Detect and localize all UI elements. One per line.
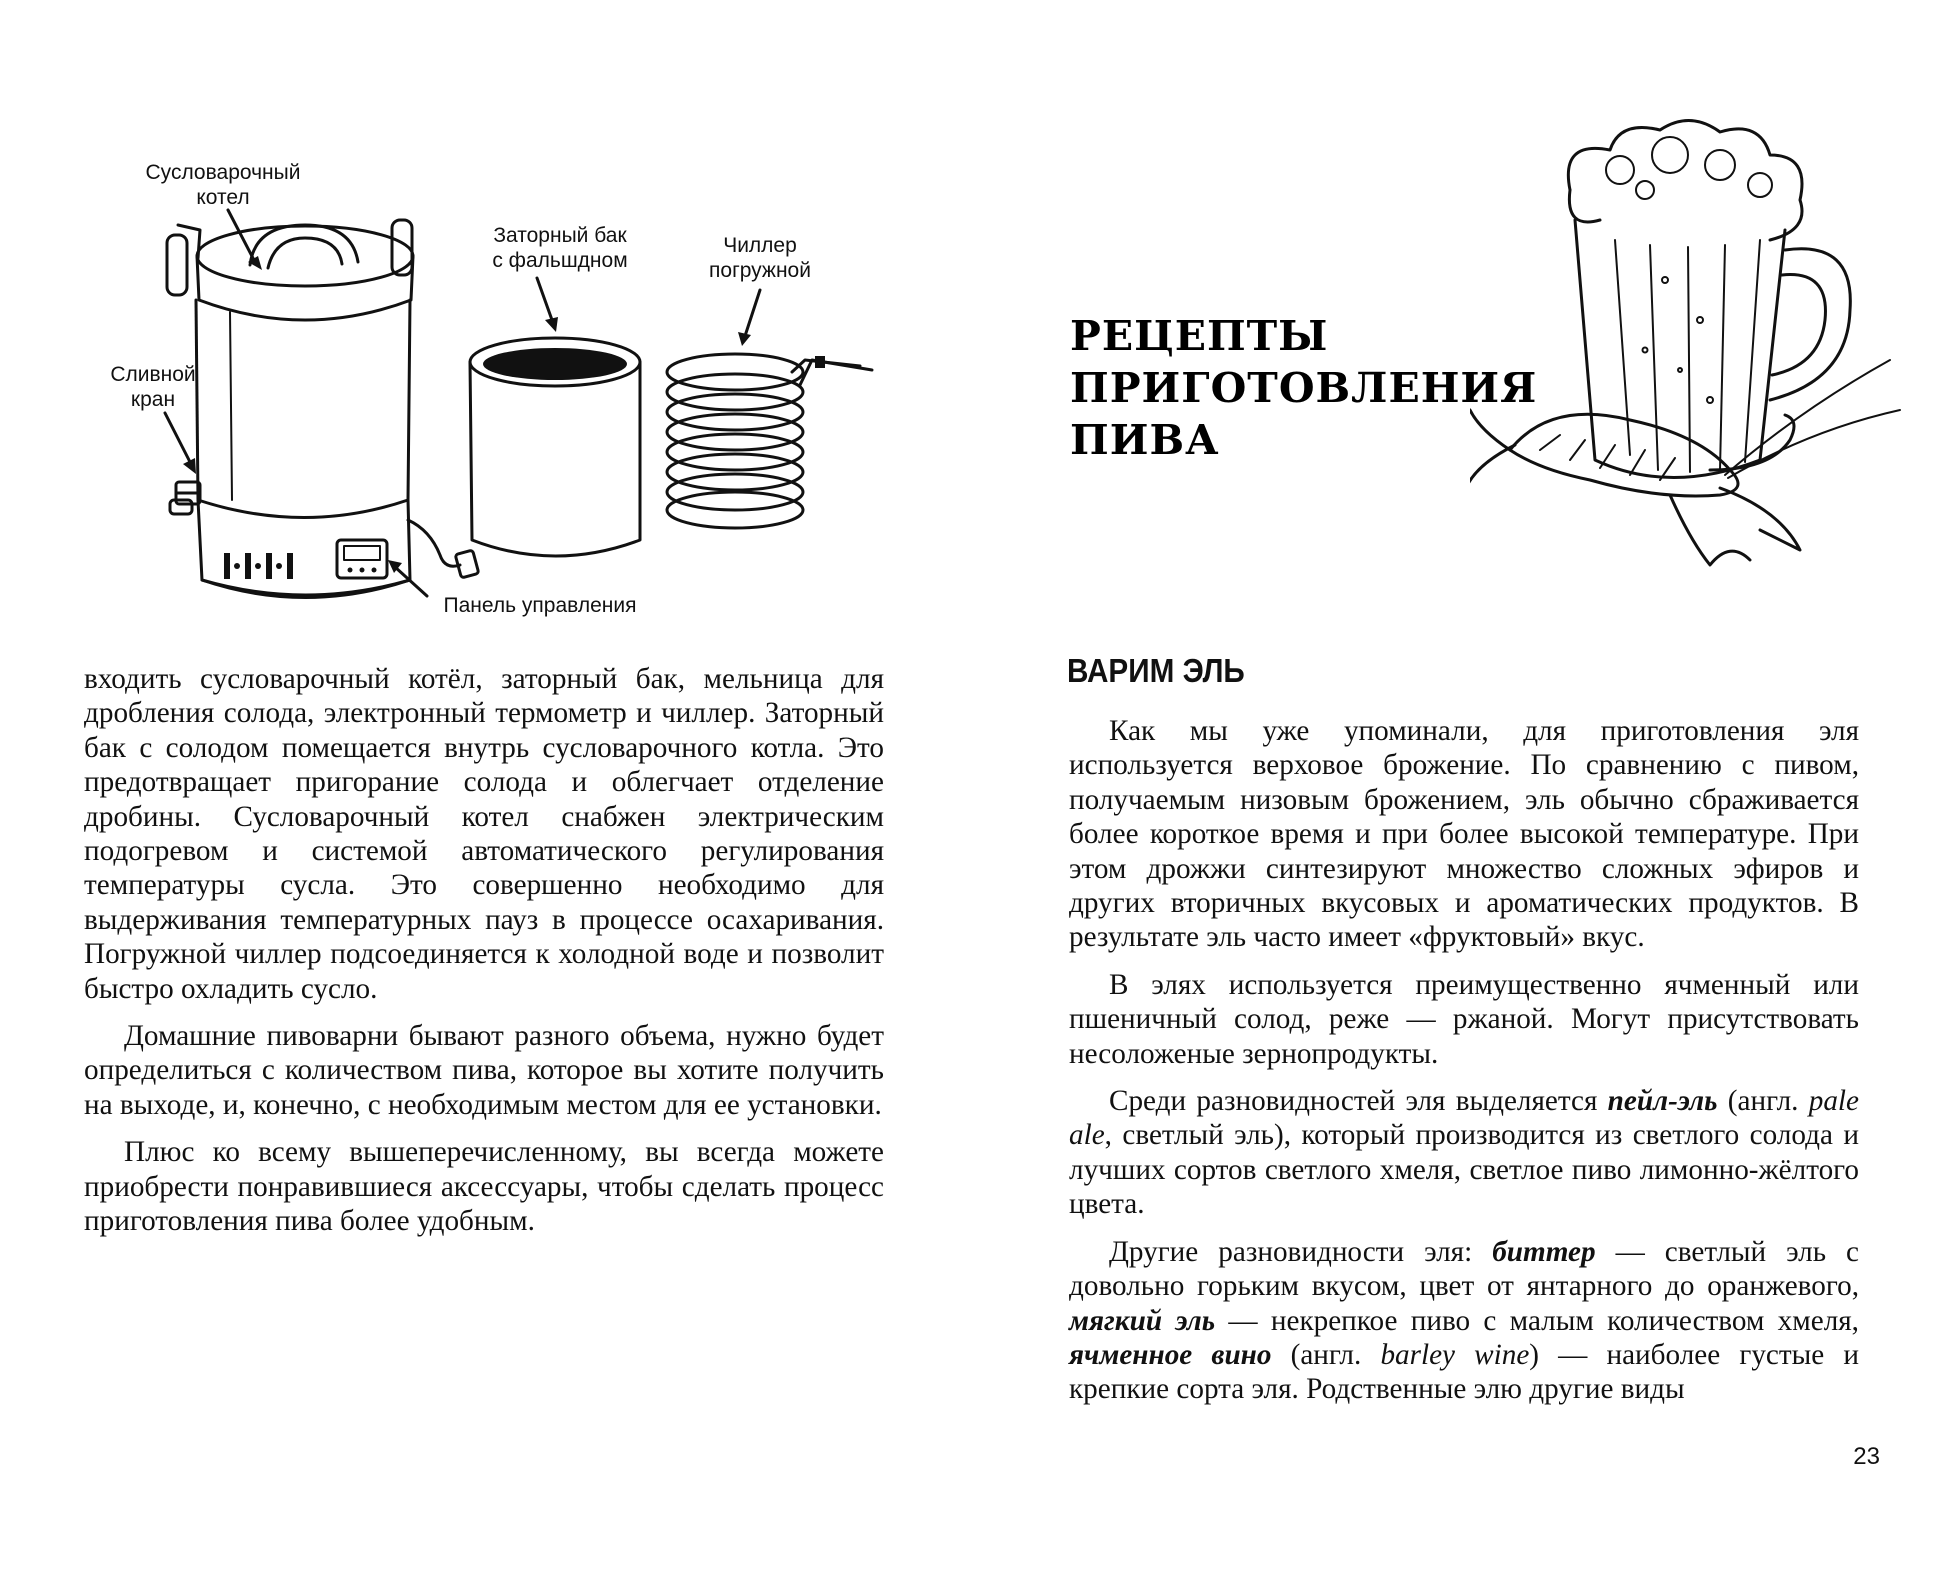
wort-kettle-drawing (167, 220, 479, 598)
term-bitter: биттер (1492, 1235, 1596, 1268)
label-drain-tap: Сливной кран (110, 363, 196, 411)
right-page (970, 0, 1940, 1575)
label-arrows (165, 210, 760, 596)
chiller-coil-drawing (667, 354, 872, 528)
page-number: 23 (1853, 1443, 1880, 1470)
label-mash-tun: Заторный бак с фальшдном (492, 224, 628, 272)
right-paragraph-3: Среди разновидностей эля выделяется пейл-эль (англ. pale ale, светлый эль), который производится из светлого солода и лучших сортов светлого хмеля, светлое пиво лимонно-жёлтого цвета. (1069, 1085, 1859, 1221)
label-chiller: Чиллер погружной (709, 234, 811, 282)
mash-tun-drawing (470, 338, 640, 556)
right-page-text (1069, 714, 1859, 1420)
term-pale-ale-ru: пейл-эль (1607, 1085, 1718, 1118)
label-wort-kettle: Сусловарочный котел (145, 161, 301, 209)
term-barley-wine-en: barley wine (1380, 1338, 1530, 1371)
term-pale-ale-en: pale ale (1069, 1085, 1859, 1152)
right-paragraph-1: Как мы уже упоминали, для приготовления эля используется верховое брожение. По сравнению с пивом, получаемым низовым брожением, эль обычно сбраживается более короткое время и при более высокой температуре. При этом дрожжи синтезируют множество сложных эфиров и других вторичных вкусовых и ароматических продуктов. В результате эль часто имеет «фруктовый» вкус. (1069, 715, 1859, 954)
left-paragraph-2: Домашние пивоварни бывают разного объема, нужно будет определиться с количеством пива, которое вы хотите получить на выходе, и, конечно, с необходимым местом для ее установки. (84, 1020, 884, 1121)
right-paragraph-2: В элях используется преимущественно ячменный или пшеничный солод, реже — ржаной. Могут присутствовать несоложеные зернопродукты. (1069, 968, 1859, 1070)
brewery-equipment-illustration (0, 0, 970, 640)
left-paragraph-3: Плюс ко всему вышеперечисленному, вы всегда можете приобрести понравившиеся аксессуары, чтобы сделать процесс приготовления пива более удобным. (84, 1136, 884, 1238)
term-mild-ale: мягкий эль (1069, 1304, 1216, 1337)
section-heading: ВАРИМ ЭЛЬ (1067, 652, 1245, 689)
chapter-title: РЕЦЕПТЫ ПРИГОТОВЛЕНИЯ ПИВА (1070, 312, 1538, 464)
term-barley-wine-ru: ячменное вино (1069, 1338, 1272, 1371)
label-control-panel: Панель управления (443, 594, 637, 617)
beer-mug-drawing (1568, 120, 1850, 477)
left-paragraph-1: входить сусловарочный котёл, заторный бак, мельница для дробления солода, электронный термометр и чиллер. Заторный бак с солодом помещается внутрь сусловарочного котла. Это предотвращает пригорание солода и облегчает отделение дробины. Сусловарочный котел снабжен электрическим подогревом и системой автоматического регулирования температуры сусла. Это совершенно необходимо для выдерживания температурных пауз в процессе осахаривания. Погружной чиллер подсоединяется к холодной воде и позволит быстро охладить сусло. (84, 663, 884, 1005)
right-paragraph-4: Другие разновидности эля: биттер — светлый эль с довольно горьким вкусом, цвет от янтарного до оранжевого, мягкий эль — некрепкое пиво с малым количеством хмеля, ячменное вино (англ. barley wine) — наиболее густые и крепкие сорта эля. Родственные элю другие виды (1069, 1235, 1860, 1406)
left-page-text (84, 662, 884, 1252)
